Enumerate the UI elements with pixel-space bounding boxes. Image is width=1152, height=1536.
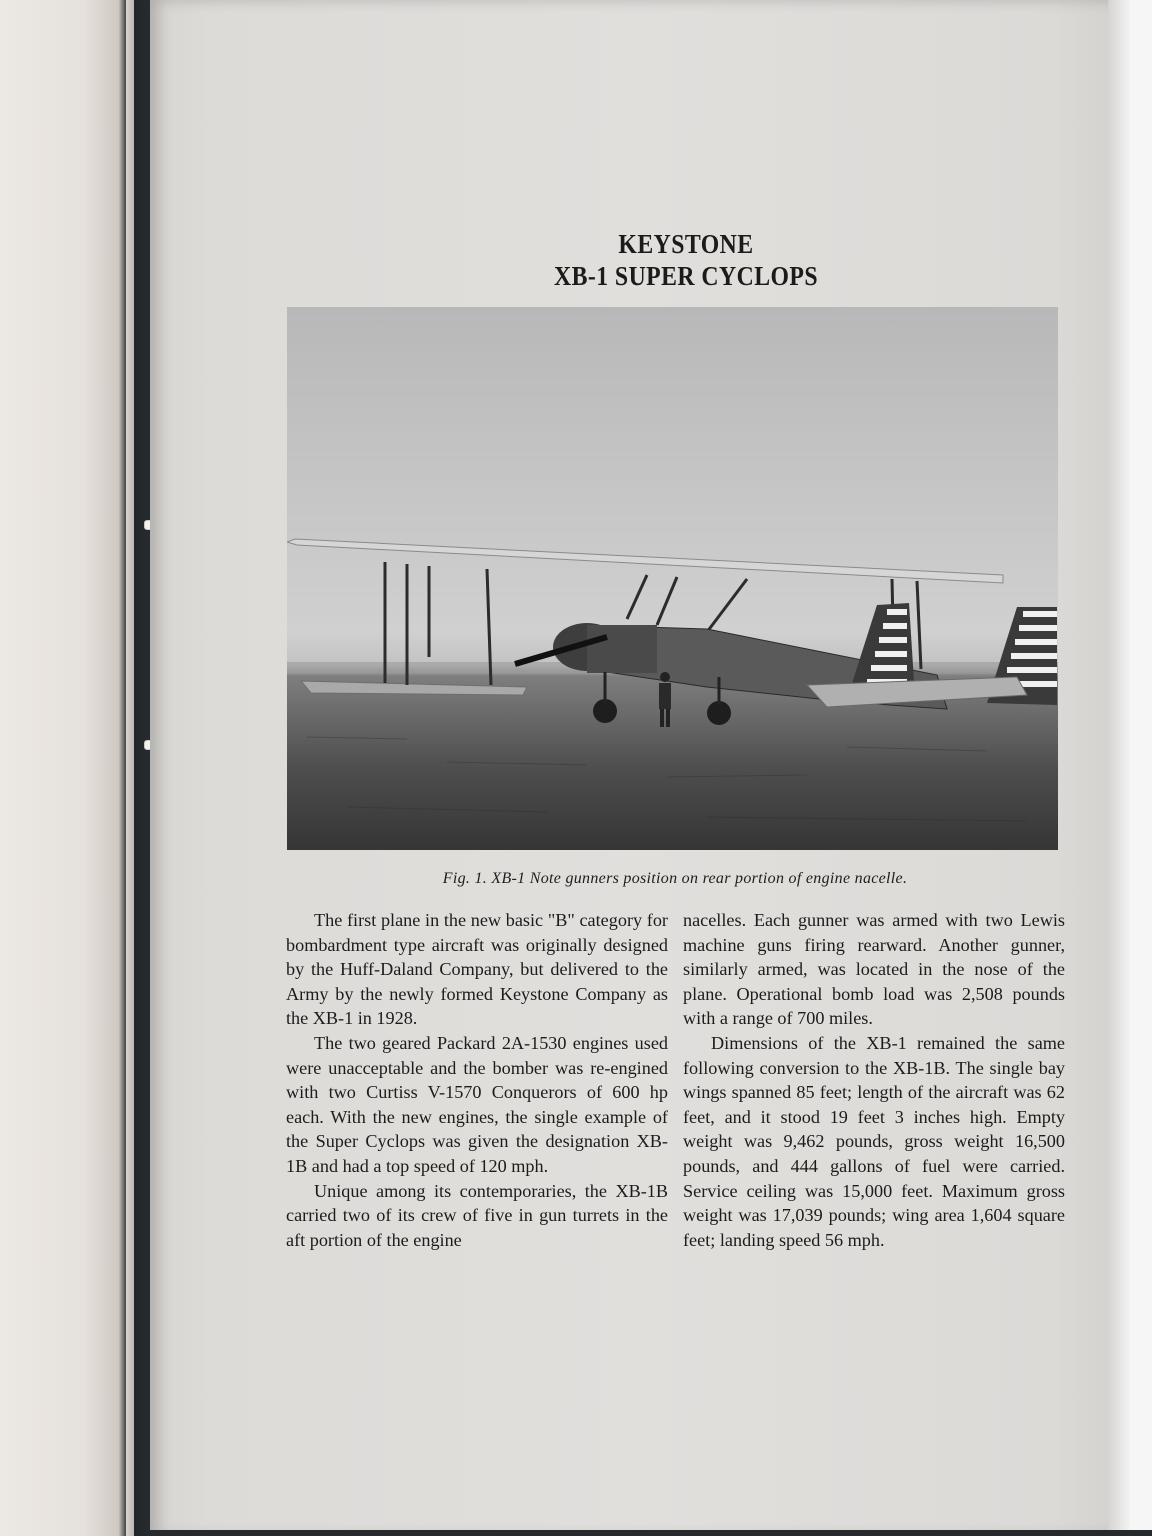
bottom-book-board: [150, 1530, 1152, 1536]
text-column-left: [286, 908, 668, 1252]
page-title: [0, 228, 1152, 292]
paragraph: Dimensions of the XB-1 remained the same following conversion to the XB-1B. The single bay wings spanned 85 feet; length of the aircraft was 62 feet, and it stood 19 feet 3 inches high. Empty weight was 9,462 pounds, gross weight 16,500 pounds, and 444 gallons of fuel were carried. Service ceiling was 15,000 feet. Maximum gross weight was 17,039 pounds; wing area 1,604 square feet; landing speed 56 mph.: [683, 1032, 1065, 1250]
paragraph: The first plane in the new basic "B" category for bombardment type aircraft was originally designed by the Huff-Daland Company, but delivered to the Army by the newly formed Keystone Company as the XB-1 in 1928.: [286, 910, 668, 1029]
paragraph: The two geared Packard 2A-1530 engines used were unacceptable and the bomber was re-engined with two Curtiss V-1570 Conquerors of 600 hp each. With the new engines, the single example of the Super Cyclops was given the designation XB-1B and had a top speed of 120 mph.: [286, 1032, 668, 1176]
paragraph: Unique among its contemporaries, the XB-1B carried two of its crew of five in gun turrets in the aft portion of the engine: [286, 1180, 668, 1250]
figure-caption: Fig. 1. XB-1 Note gunners position on rear portion of engine nacelle.: [442, 870, 908, 887]
text-column-right: [683, 908, 1065, 1252]
title-line-1: KEYSTONE: [618, 229, 754, 259]
title-line-2: XB-1 SUPER CYCLOPS: [553, 261, 819, 291]
paragraph: nacelles. Each gunner was armed with two Lewis machine guns firing rearward. Another gunner, similarly armed, was located in the nose of the plane. Operational bomb load was 2,508 pounds with a range of 700 miles.: [683, 910, 1065, 1029]
biplane-illustration: [287, 307, 1058, 850]
aircraft-photo: [287, 307, 1058, 850]
